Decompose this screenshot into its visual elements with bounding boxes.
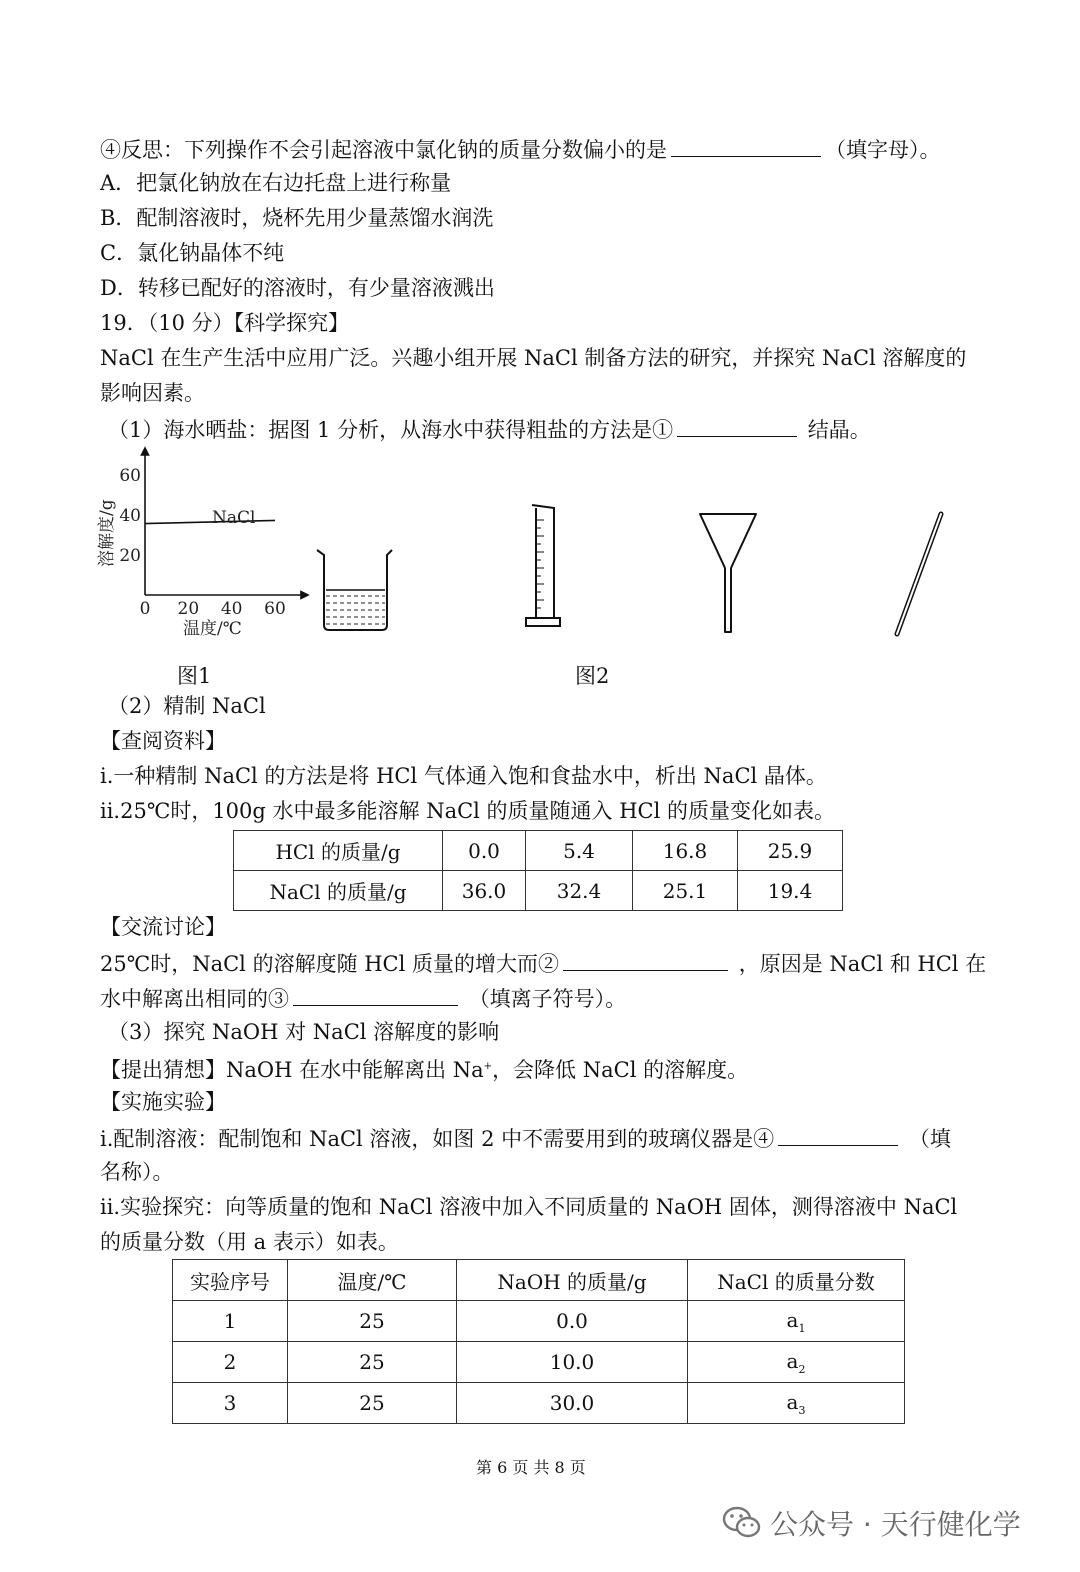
answer-blank[interactable] <box>671 134 821 157</box>
q19-part2-title: （2）精制 NaCl <box>108 694 266 718</box>
guess-line: 【提出猜想】NaOH 在水中能解离出 Na+，会降低 NaCl 的溶解度。 <box>100 1058 749 1082</box>
table-cell: 3 <box>173 1383 288 1424</box>
option-b: B．配制溶液时，烧杯先用少量蒸馏水润洗 <box>100 206 494 230</box>
exp-line-2: 名称）。 <box>100 1160 174 1184</box>
table-row <box>173 1342 905 1383</box>
table-cell: 10.0 <box>457 1342 688 1383</box>
x-axis-label: 温度/℃ <box>183 619 242 639</box>
table-cell: $a_3$ <box>688 1383 905 1424</box>
table-row <box>234 831 843 871</box>
answer-blank-1[interactable] <box>677 414 797 437</box>
glass-rod-icon <box>897 514 941 634</box>
table-header: NaOH 的质量/g <box>457 1260 688 1301</box>
graduated-cylinder-icon <box>526 505 560 626</box>
q18-reflection-line: ④反思：下列操作不会引起溶液中氯化钠的质量分数偏小的是 （填字母）。 <box>100 134 941 164</box>
table-header-row <box>173 1260 905 1301</box>
discuss-heading: 【交流讨论】 <box>100 915 226 939</box>
answer-blank-2[interactable] <box>563 948 728 971</box>
figure2-glassware <box>310 500 960 645</box>
table-cell: 19.4 <box>738 871 843 911</box>
table-header: 实验序号 <box>173 1260 288 1301</box>
x-tick-label: 40 <box>220 599 243 619</box>
table-cell: 25.9 <box>738 831 843 871</box>
option-d: D．转移已配好的溶液时，有少量溶液溅出 <box>100 276 495 300</box>
answer-blank-4[interactable] <box>778 1123 898 1146</box>
table-cell: 5.4 <box>526 831 633 871</box>
x-tick-label: 60 <box>264 599 286 619</box>
table-cell: 36.0 <box>443 871 526 911</box>
exp-line-3: ⅱ.实验探究：向等质量的饱和 NaCl 溶液中加入不同质量的 NaOH 固体，测得溶液中 NaCl <box>100 1195 958 1219</box>
table-cell: NaCl 的质量/g <box>234 871 443 911</box>
naoh-experiment-table <box>172 1259 905 1424</box>
table-cell: 16.8 <box>633 831 738 871</box>
table-cell: 30.0 <box>457 1383 688 1424</box>
table-cell: 0.0 <box>457 1301 688 1342</box>
table-row <box>234 871 843 911</box>
discuss-line-1: 25℃时，NaCl 的溶解度随 HCl 质量的增大而② ，原因是 NaCl 和 HCl 在 <box>100 948 986 978</box>
table-cell: 1 <box>173 1301 288 1342</box>
q19-part3-title: （3）探究 NaOH 对 NaCl 溶解度的影响 <box>108 1020 500 1044</box>
figure1-caption: 图1 <box>177 664 212 688</box>
x-tick-label: 0 <box>139 599 151 619</box>
table-cell: 0.0 <box>443 831 526 871</box>
table-cell: $a_2$ <box>688 1342 905 1383</box>
table-cell: $a_1$ <box>688 1301 905 1342</box>
table-header: 温度/℃ <box>288 1260 457 1301</box>
table-cell: 25 <box>288 1342 457 1383</box>
y-tick-label: 40 <box>119 506 141 526</box>
table-cell: 25 <box>288 1301 457 1342</box>
y-tick-label: 20 <box>119 546 141 566</box>
table-cell: 25 <box>288 1383 457 1424</box>
funnel-icon <box>700 514 756 632</box>
figure2-caption: 图2 <box>575 664 610 688</box>
lookup-heading: 【查阅资料】 <box>100 729 226 753</box>
table-cell: HCl 的质量/g <box>234 831 443 871</box>
exp-heading: 【实施实验】 <box>100 1090 226 1114</box>
watermark <box>722 1503 1021 1543</box>
table-header: NaCl 的质量分数 <box>688 1260 905 1301</box>
info-2: ⅱ.25℃时，100g 水中最多能溶解 NaCl 的质量随通入 HCl 的质量变化如表。 <box>100 799 835 823</box>
table-cell: 32.4 <box>526 871 633 911</box>
y-axis-label: 溶解度/g <box>97 499 117 567</box>
q19-intro-2: 影响因素。 <box>100 381 205 405</box>
table-cell: 2 <box>173 1342 288 1383</box>
hcl-nacl-table <box>233 830 843 911</box>
q19-header: 19．（10 分）【科学探究】 <box>100 311 350 335</box>
table-row <box>173 1383 905 1424</box>
wechat-icon <box>722 1505 762 1541</box>
info-1: ⅰ.一种精制 NaCl 的方法是将 HCl 气体通入饱和食盐水中，析出 NaCl 晶体。 <box>100 764 827 788</box>
discuss-line-2: 水中解离出相同的③ （填离子符号）。 <box>100 983 626 1013</box>
y-tick-label: 60 <box>119 466 141 486</box>
table-cell: 25.1 <box>633 871 738 911</box>
page-footer: 第 6 页 共 8 页 <box>476 1458 586 1477</box>
nacl-curve-label: NaCl <box>212 508 256 528</box>
watermark-text: 公众号 · 天行健化学 <box>770 1508 1021 1541</box>
exp-line-1: ⅰ.配制溶液：配制饱和 NaCl 溶液，如图 2 中不需要用到的玻璃仪器是④ （填 <box>100 1123 951 1153</box>
x-tick-label: 20 <box>177 599 200 619</box>
table-row <box>173 1301 905 1342</box>
option-c: C．氯化钠晶体不纯 <box>100 241 285 265</box>
beaker-icon <box>317 550 392 630</box>
answer-blank-3[interactable] <box>293 983 458 1006</box>
nacl-solubility-curve <box>145 520 275 523</box>
option-a: A．把氯化钠放在右边托盘上进行称量 <box>100 171 452 195</box>
q19-intro-1: NaCl 在生产生活中应用广泛。兴趣小组开展 NaCl 制备方法的研究，并探究 NaCl 溶解度的 <box>100 346 967 370</box>
q19-part1: （1）海水晒盐：据图 1 分析，从海水中获得粗盐的方法是① 结晶。 <box>108 414 871 444</box>
figure1-solubility-chart <box>95 445 315 650</box>
exp-line-4: 的质量分数（用 a 表示）如表。 <box>100 1230 399 1254</box>
